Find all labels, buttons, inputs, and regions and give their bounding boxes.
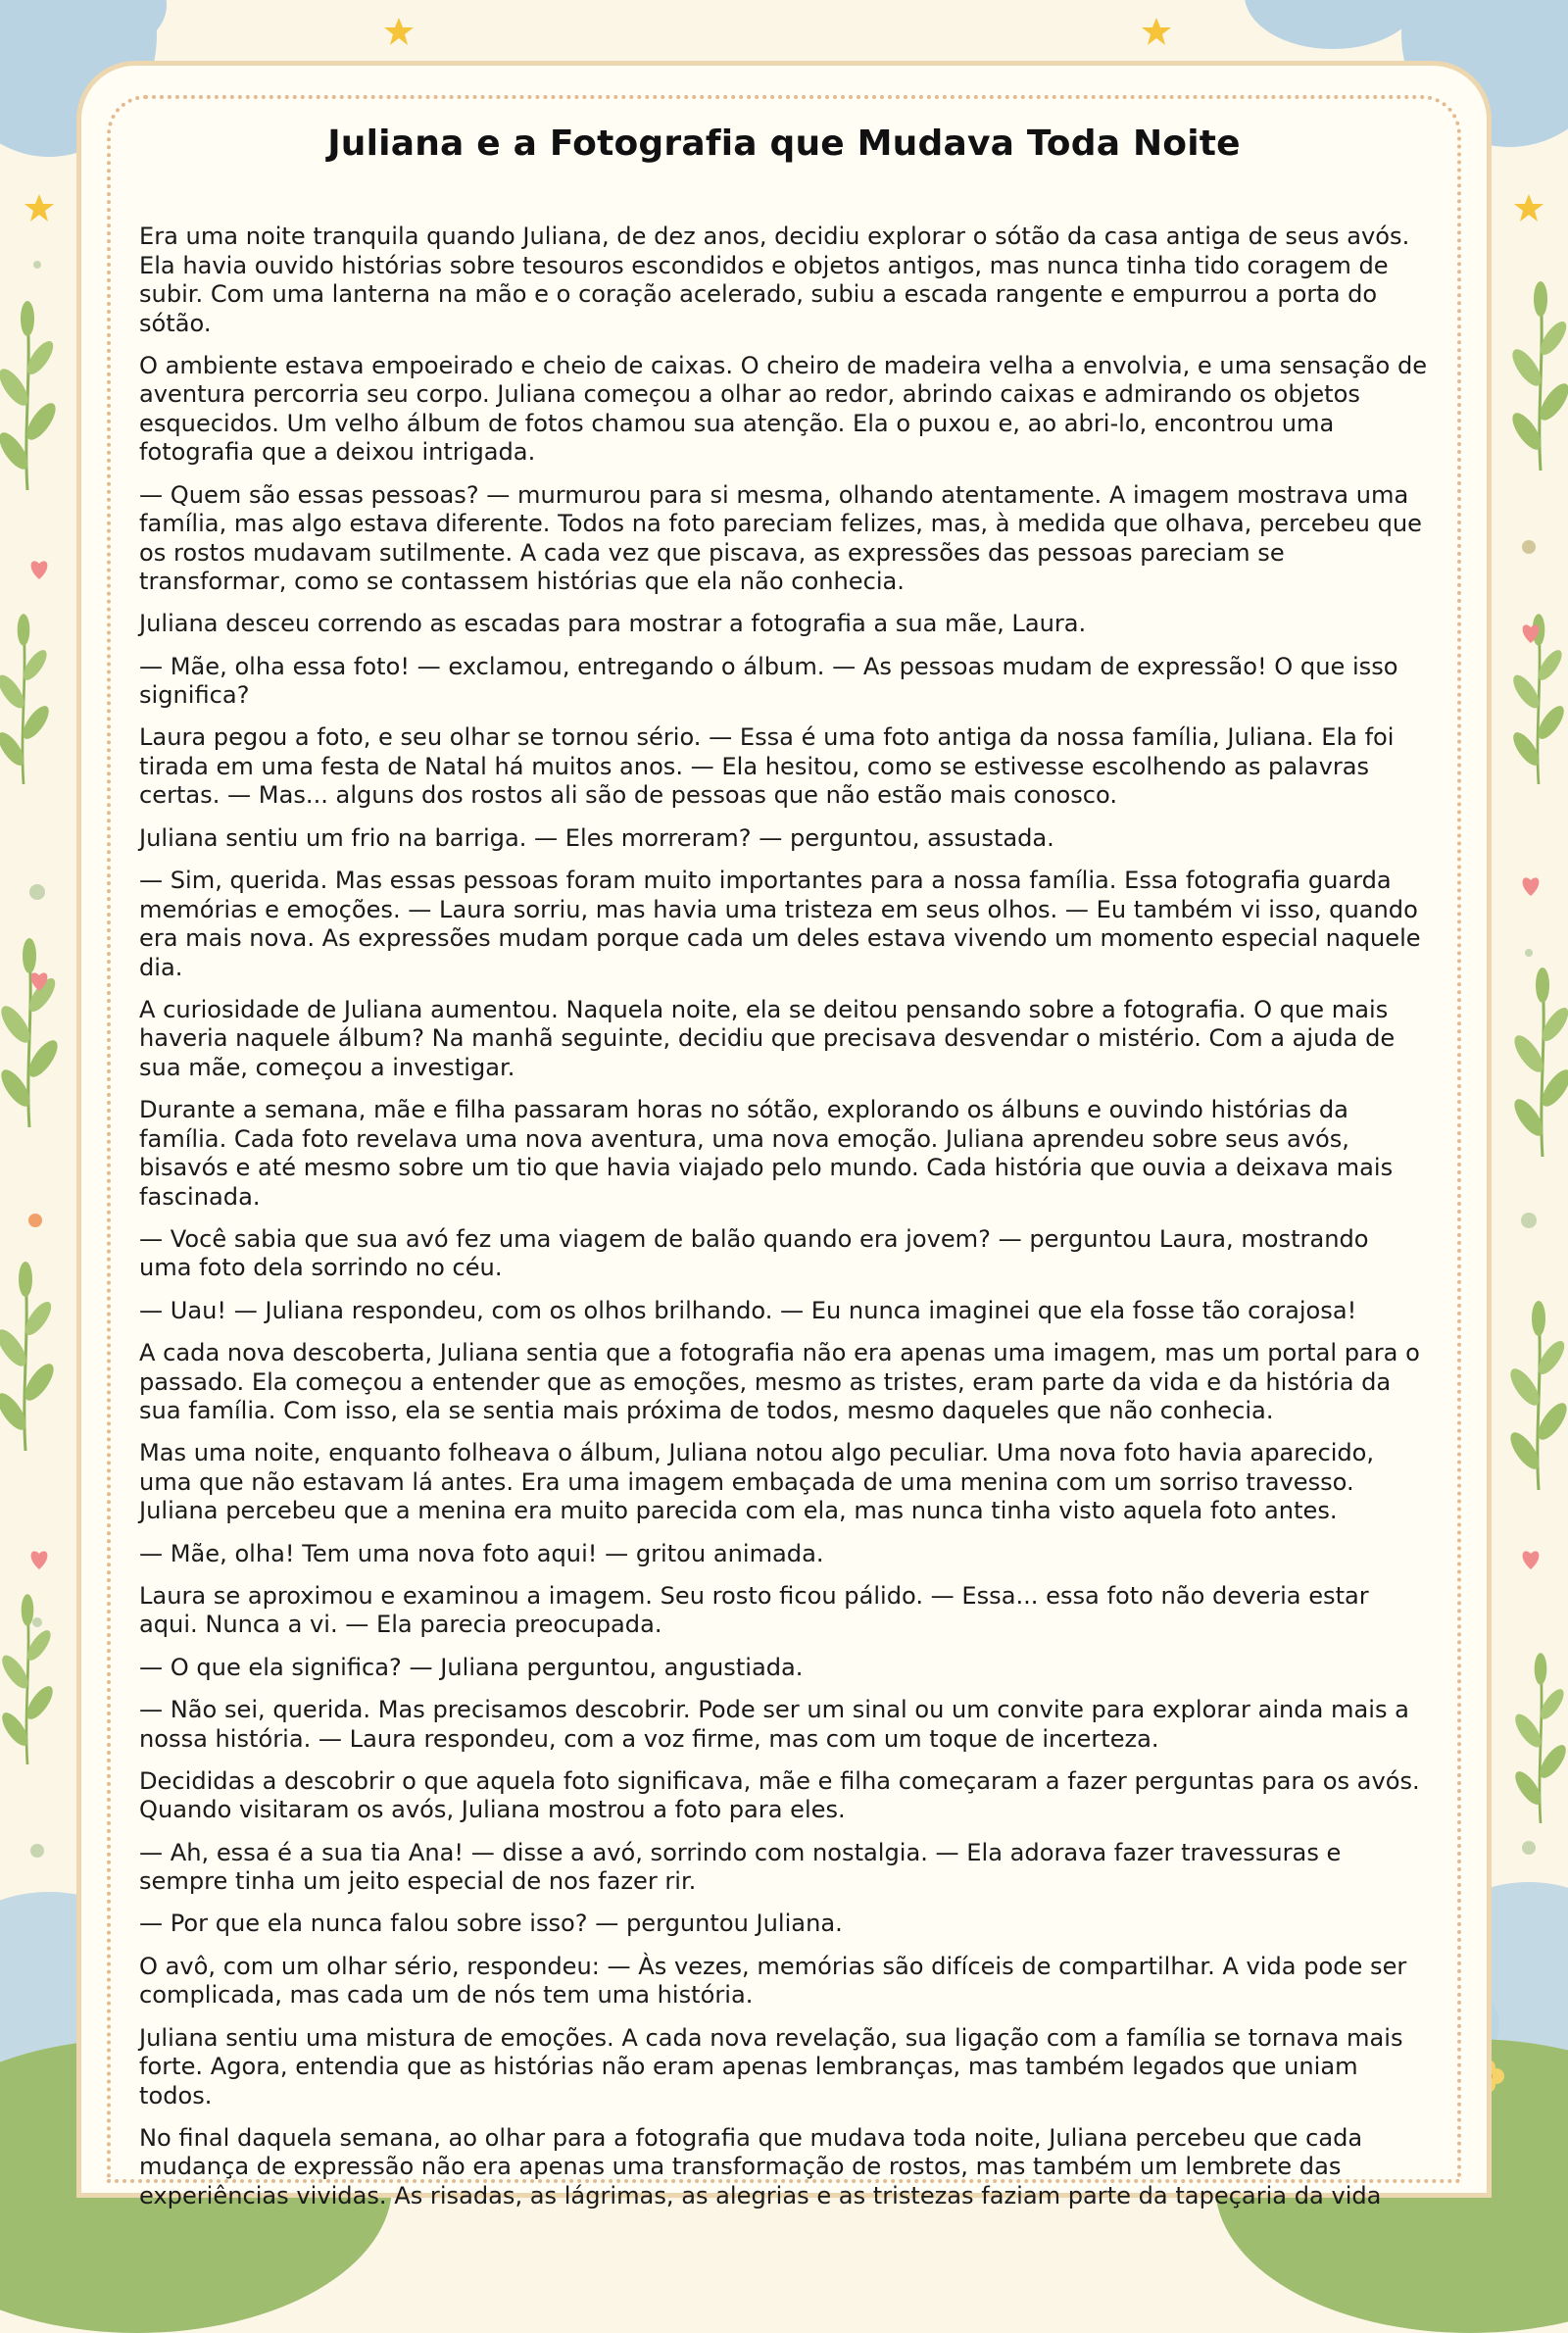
story-paragraph: Juliana desceu correndo as escadas para mostrar a fotografia a sua mãe, Laura. [139,610,1087,638]
story-paragraph: — Ah, essa é a sua tia Ana! — disse a avó, sorrindo com nostalgia. — Ela adorava fazer travessuras e sempre tinha um jeito especial de nos fazer rir. [139,1838,1342,1896]
story-paragraph: — Uau! — Juliana respondeu, com os olhos brilhando. — Eu nunca imaginei que ela fosse tão corajosa! [139,1296,1357,1324]
leaf-sprig-icon [1510,1653,1568,1823]
leaf-sprig-icon [0,1262,59,1451]
leaf-sprig-icon [0,1594,58,1764]
story-paragraph: Juliana sentiu uma mistura de emoções. A cada nova revelação, sua ligação com a família se tornava mais forte. Agora, entendia que as histórias não eram apenas lembranças, mas também legados que uniam todos. [139,2023,1403,2110]
story-paragraph: Laura pegou a foto, e seu olhar se tornou sério. — Essa é uma foto antiga da nossa família, Juliana. Ela foi tirada em uma festa de Natal há muitos anos. — Ela hesitou, como se estivesse escolhendo as palavras certas. — Mas... alguns dos rostos ali são de pessoas que não estão mais conosco. [139,723,1395,810]
story-paragraph: — Quem são essas pessoas? — murmurou para si mesma, olhando atentamente. A imagem mostrava uma família, mas algo estava diferente. Todos na foto pareciam felizes, mas, à medida que olhava, percebeu que os rostos mudavam sutilmente. A cada vez que piscava, as expressões das pessoas pareciam se transformar, como se contassem histórias que ela não conhecia. [139,480,1422,596]
story-paragraph: O ambiente estava empoeirado e cheio de caixas. O cheiro de madeira velha a envolvia, e uma sensação de aventura percorria seu corpo. Juliana começou a olhar ao redor, abrindo caixas e admirando os objetos esquecidos. Um velho álbum de fotos chamou sua atenção. Ela o puxou e, ao abri-lo, encontrou uma fotografia que a deixou intrigada. [139,351,1428,467]
story-paragraph: — Por que ela nunca falou sobre isso? — perguntou Juliana. [139,1910,843,1938]
star-icon [1142,18,1171,45]
story-paragraph: O avô, com um olhar sério, respondeu: — Às vezes, memórias são difíceis de compartilhar. A vida pode ser complicada, mas cada um de nós tem uma história. [139,1952,1407,2010]
heart-icon [31,1551,48,1569]
star-icon [24,194,54,222]
story-paragraph: A curiosidade de Juliana aumentou. Naquela noite, ela se deitou pensando sobre a fotografia. O que mais haveria naquele álbum? Na manhã seguinte, decidiu que precisava desvendar o mistério. Com a ajuda de sua mãe, começou a investigar. [139,995,1396,1081]
story-paragraph: — O que ela significa? — Juliana perguntou, angustiada. [139,1653,804,1681]
leaf-sprig-icon [1509,968,1568,1157]
story-paragraph: — Não sei, querida. Mas precisamos descobrir. Pode ser um sinal ou um convite para explorar ainda mais a nossa história. — Laura respondeu, com a voz firme, mas com um toque de incerteza. [139,1696,1409,1753]
story-paragraph: — Mãe, olha essa foto! — exclamou, entregando o álbum. — As pessoas mudam de expressão! O que isso significa? [139,652,1398,710]
leaf-sprig-icon [1507,281,1568,471]
story-paragraph: Decididas a descobrir o que aquela foto significava, mãe e filha começaram a fazer perguntas para os avós. Quando visitaram os avós, Juliana mostrou a foto para eles. [139,1766,1420,1824]
star-icon [384,18,414,45]
heart-icon [1523,1551,1540,1569]
leaf-sprig-icon [0,938,63,1127]
leaf-sprig-icon [1505,1301,1568,1490]
story-paragraph: Durante a semana, mãe e filha passaram horas no sótão, explorando os álbuns e ouvindo histórias da família. Cada foto revelava uma nova aventura, uma nova emoção. Juliana aprendeu sobre seus avós, bisavós e até mesmo sobre um tio que havia viajado pelo mundo. Cada história que ouvia a deixava mais fascinada. [139,1096,1394,1211]
leaf-sprig-icon [0,614,54,784]
story-paragraph: Era uma noite tranquila quando Juliana, de dez anos, decidiu explorar o sótão da casa antiga de seus avós. Ela havia ouvido histórias sobre tesouros escondidos e objetos antigos, mas nunca tinha tido coragem de subir. Com uma lanterna na mão e o coração acelerado, subiu a escada rangente e empurrou a porta do sótão. [139,223,1410,337]
heart-icon [31,561,48,579]
story-paragraph: Juliana sentiu um frio na barriga. — Eles morreram? — perguntou, assustada. [139,823,1054,852]
leaf-sprig-icon [0,301,61,490]
story-body [139,223,1428,2224]
story-paragraph: Mas uma noite, enquanto folheava o álbum, Juliana notou algo peculiar. Uma nova foto havia aparecido, uma que não estavam lá antes. Era uma imagem embaçada de uma menina com um sorriso travesso. Juliana percebeu que a menina era muito parecida com ela, mas nunca tinha visto aquela foto antes. [139,1439,1375,1525]
story-paragraph: — Você sabia que sua avó fez uma viagem de balão quando era jovem? — perguntou Laura, mostrando uma foto dela sorrindo no céu. [139,1224,1369,1282]
story-paragraph: No final daquela semana, ao olhar para a fotografia que mudava toda noite, Juliana percebeu que cada mudança de expressão não era apenas uma transformação de rostos, mas também um lembrete das experiências vividas. As risadas, as lágrimas, as alegrias e as tristezas faziam parte da tapeçaria da vida [139,2123,1382,2209]
story-title: Juliana e a Fotografia que Mudava Toda Noite [327,124,1241,164]
story-paragraph: A cada nova descoberta, Juliana sentia que a fotografia não era apenas uma imagem, mas um portal para o passado. Ela começou a entender que as emoções, mesmo as tristes, eram parte da vida e da história da sua família. Com isso, ela se sentia mais próxima de todos, mesmo daqueles que não conhecia. [139,1339,1420,1425]
story-paragraph: — Mãe, olha! Tem uma nova foto aqui! — gritou animada. [139,1539,824,1567]
story-paragraph: Laura se aproximou e examinou a imagem. Seu rosto ficou pálido. — Essa... essa foto não deveria estar aqui. Nunca a vi. — Ela parecia preocupada. [139,1581,1369,1639]
story-paragraph: — Sim, querida. Mas essas pessoas foram muito importantes para a nossa família. Essa fotografia guarda memórias e emoções. — Laura sorriu, mas havia uma tristeza em seus olhos. — Eu também vi isso, quando era mais nova. As expressões mudam porque cada um deles estava vivendo um momento especial naquele dia. [139,867,1421,981]
heart-icon [1523,877,1540,896]
star-icon [1514,194,1544,222]
leaf-sprig-icon [1508,614,1568,784]
